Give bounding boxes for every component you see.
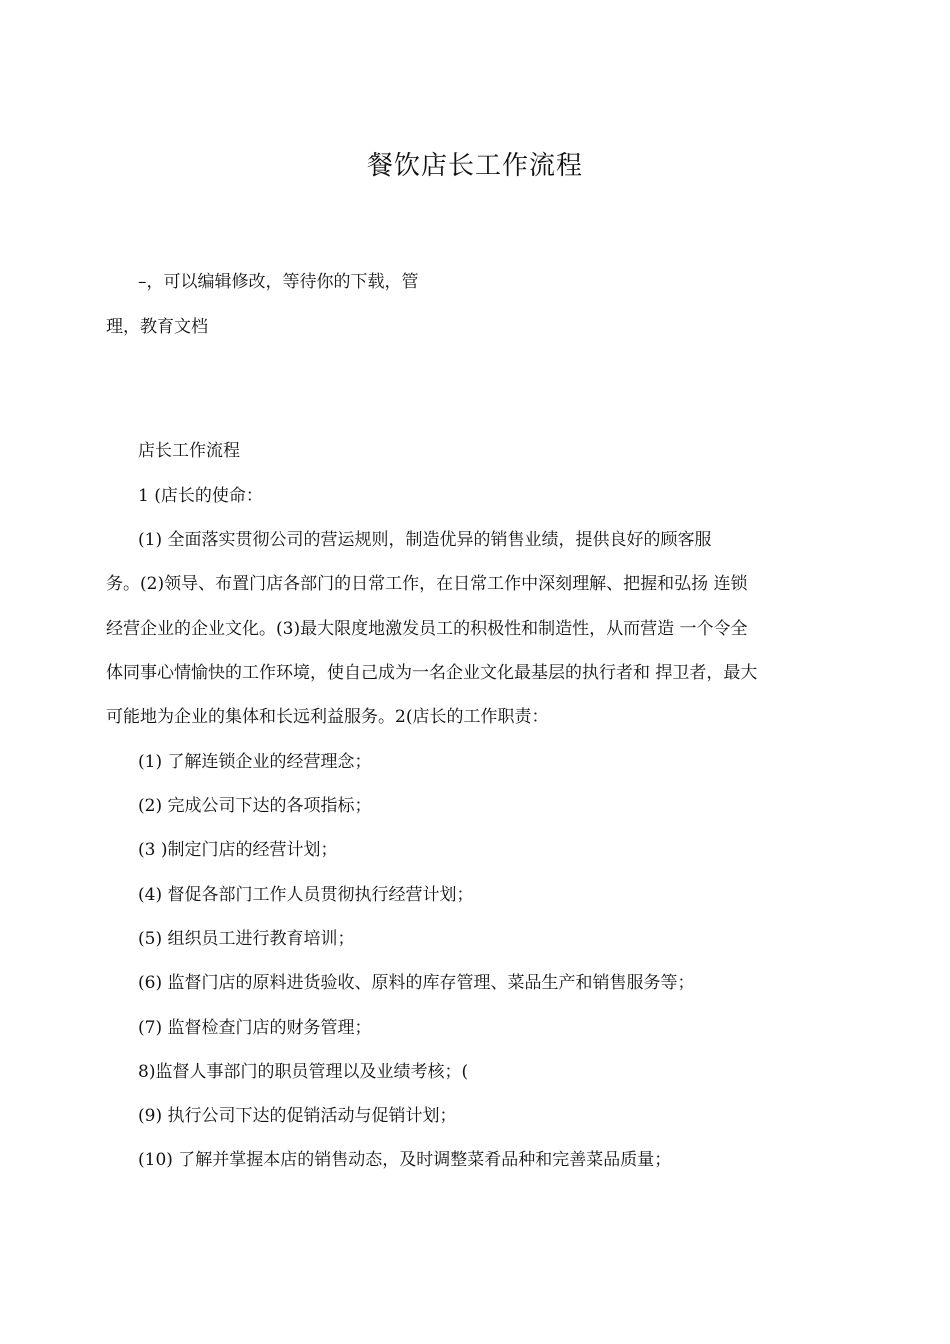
paragraph-line-3: 经营企业的企业文化。(3)最大限度地激发员工的积极性和制造性，从而营造 一个令全 (106, 619, 748, 639)
paragraph-line-2: 务。(2)领导、布置门店各部门的日常工作，在日常工作中深刻理解、把握和弘扬 连锁 (106, 574, 748, 594)
intro-line-1: –，可以编辑修改，等待你的下载，管 (138, 272, 419, 292)
duty-item-2: (2) 完成公司下达的各项指标； (138, 796, 372, 816)
section-heading: 店长工作流程 (138, 441, 240, 461)
duty-item-7: (7) 监督检查门店的财务管理； (138, 1018, 372, 1038)
duty-item-10: (10) 了解并掌握本店的销售动态，及时调整菜肴品种和完善菜品质量； (138, 1150, 672, 1170)
paragraph-line-5: 可能地为企业的集体和长远利益服务。2(店长的工作职责： (106, 707, 549, 727)
duty-item-8: 8)监督人事部门的职员管理以及业绩考核；( (138, 1062, 469, 1082)
duty-item-3: (3 )制定门店的经营计划； (138, 840, 338, 860)
duty-item-1: (1) 了解连锁企业的经营理念； (138, 752, 372, 772)
paragraph-line-1: (1) 全面落实贯彻公司的营运规则，制造优异的销售业绩，提供良好的顾客服 (138, 530, 712, 550)
document-title: 餐饮店长工作流程 (366, 151, 583, 181)
duty-item-6: (6) 监督门店的原料进货验收、原料的库存管理、菜品生产和销售服务等； (138, 973, 695, 993)
paragraph-line-4: 体同事心情愉快的工作环境，使自己成为一名企业文化最基层的执行者和 捍卫者，最大 (106, 663, 758, 683)
intro-line-2: 理，教育文档 (106, 317, 208, 337)
mission-heading: 1 (店长的使命： (138, 486, 263, 506)
duty-item-4: (4) 督促各部门工作人员贯彻执行经营计划； (138, 885, 474, 905)
duty-item-9: (9) 执行公司下达的促销活动与促销计划； (138, 1106, 457, 1126)
duty-item-5: (5) 组织员工进行教育培训； (138, 929, 355, 949)
